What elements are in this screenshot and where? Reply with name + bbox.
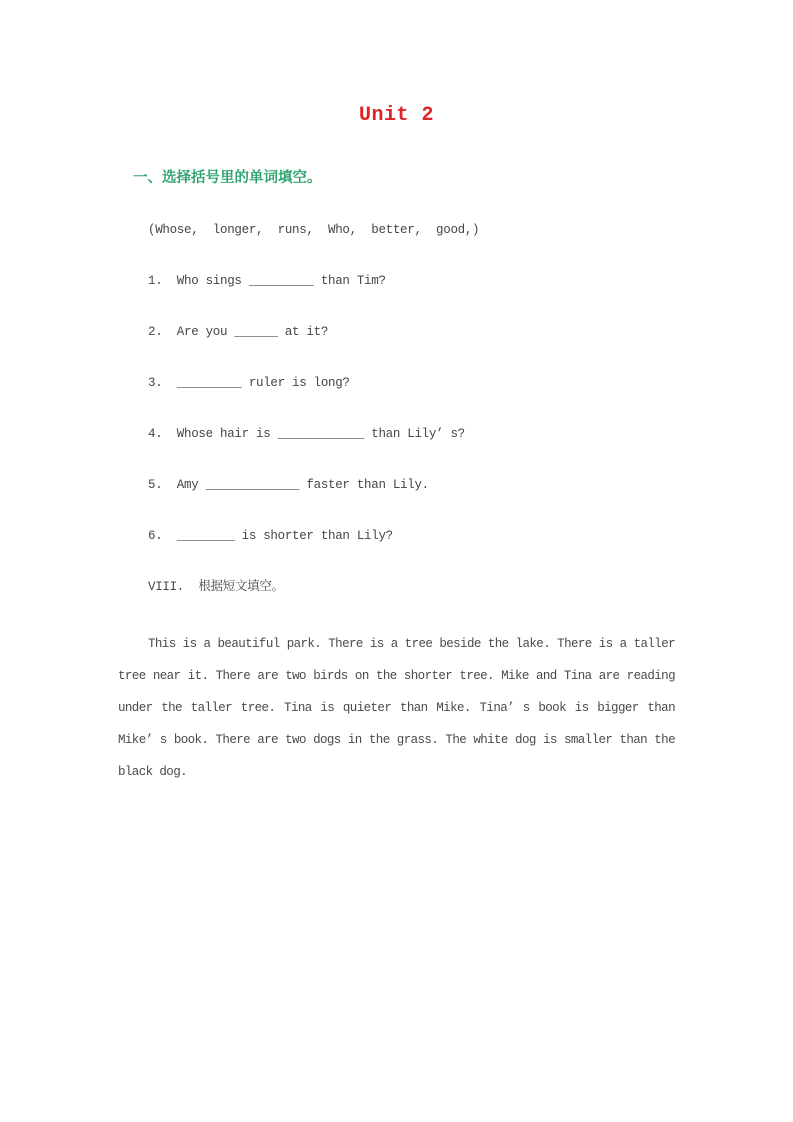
passage-paragraph: This is a beautiful park. There is a tree beside the lake. There is a taller tree near it. There are two birds on the shorter tree. Mike and Tina are reading under the taller tree. Tina is quieter than Mike. Tina’ s book is bigger than Mike’ s book. There are two dogs in the grass. The white dog is smaller than the black dog. — [118, 637, 675, 779]
question-item-1: 1. Who sings _________ than Tim? — [148, 274, 386, 288]
section2-heading: VIII. 根据短文填空。 — [148, 580, 284, 594]
word-bank: (Whose, longer, runs, Who, better, good,) — [148, 223, 480, 237]
question-item-3: 3. _________ ruler is long? — [148, 376, 350, 390]
question-item-2: 2. Are you ______ at it? — [148, 325, 329, 339]
question-item-6: 6. ________ is shorter than Lily? — [148, 529, 393, 543]
section1-heading: 一、选择括号里的单词填空。 — [133, 171, 322, 187]
question-item-5: 5. Amy _____________ faster than Lily. — [148, 478, 429, 492]
page-title: Unit 2 — [358, 104, 434, 127]
question-item-4: 4. Whose hair is ____________ than Lily’ s? — [148, 427, 465, 441]
